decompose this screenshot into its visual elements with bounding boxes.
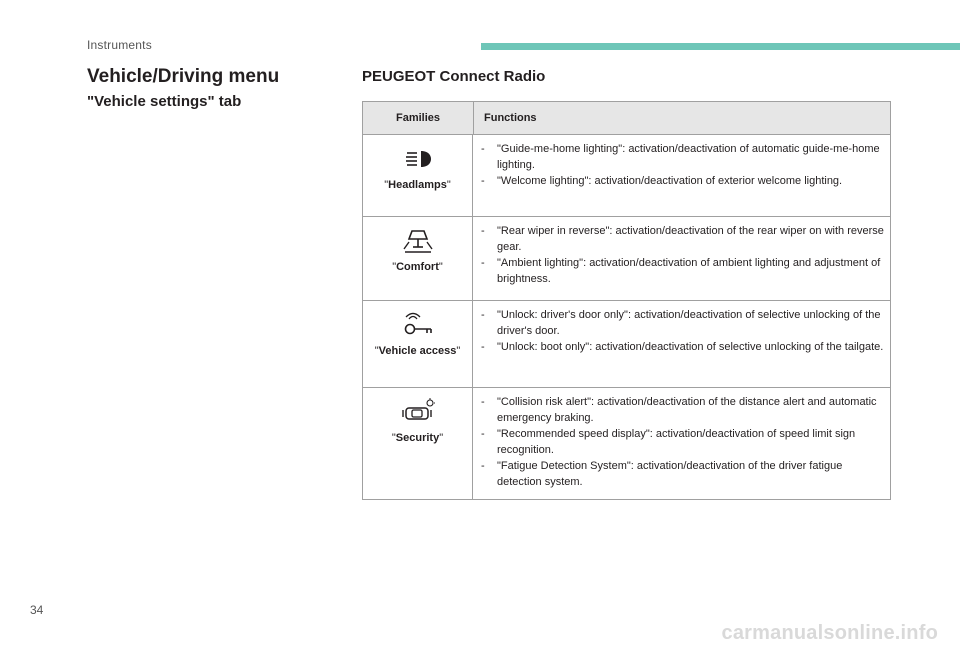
family-label: "Headlamps" (384, 179, 451, 191)
family-label: "Security" (391, 432, 444, 444)
headlamp-icon (401, 145, 435, 173)
table-row (363, 135, 890, 217)
watermark: carmanualsonline.info (721, 622, 938, 644)
list-item: - "Welcome lighting": activation/deactivation of exterior welcome lighting. (481, 175, 843, 187)
table-row (363, 388, 890, 499)
header-accent-bar (481, 43, 960, 50)
functions-cell (473, 217, 890, 300)
family-label: "Vehicle access" (374, 345, 461, 357)
list-item: - "Recommended speed display": activation/deactivation of speed limit sign recognition. (481, 428, 856, 456)
family-cell (363, 388, 473, 499)
functions-cell (473, 301, 890, 387)
page-number: 34 (30, 603, 44, 617)
key-signal-icon (401, 311, 435, 339)
table-row (363, 217, 890, 301)
list-item: - "Unlock: driver's door only": activation/deactivation of selective unlocking of the driver's door. (481, 309, 881, 337)
section-label: Instruments (87, 38, 152, 52)
list-item: - "Fatigue Detection System": activation/deactivation of the driver fatigue detection system. (481, 460, 843, 488)
functions-cell (473, 388, 890, 499)
functions-table (362, 101, 891, 500)
family-cell (363, 301, 473, 387)
list-item: - "Unlock: boot only": activation/deactivation of selective unlocking of the tailgate. (481, 341, 884, 353)
family-label: "Comfort" (392, 261, 443, 273)
family-cell (363, 135, 473, 216)
page-title: Vehicle/Driving menu (87, 66, 280, 87)
tab-subtitle: "Vehicle settings" tab (87, 93, 242, 110)
table-row (363, 301, 890, 388)
ambient-lamp-icon (401, 227, 435, 255)
table-header (363, 102, 890, 135)
functions-cell (473, 135, 890, 216)
header-functions: Functions (484, 112, 537, 124)
header-families: Families (363, 102, 474, 134)
car-radar-icon (401, 398, 435, 426)
list-item: - "Guide-me-home lighting": activation/deactivation of automatic guide-me-home lighting. (481, 143, 880, 171)
list-item: - "Ambient lighting": activation/deactivation of ambient lighting and adjustment of brightness. (481, 257, 881, 285)
system-title: PEUGEOT Connect Radio (362, 68, 546, 85)
list-item: - "Collision risk alert": activation/deactivation of the distance alert and automatic emergency braking. (481, 396, 877, 424)
family-cell (363, 217, 473, 300)
list-item: - "Rear wiper in reverse": activation/deactivation of the rear wiper on with reverse gear. (481, 225, 884, 253)
